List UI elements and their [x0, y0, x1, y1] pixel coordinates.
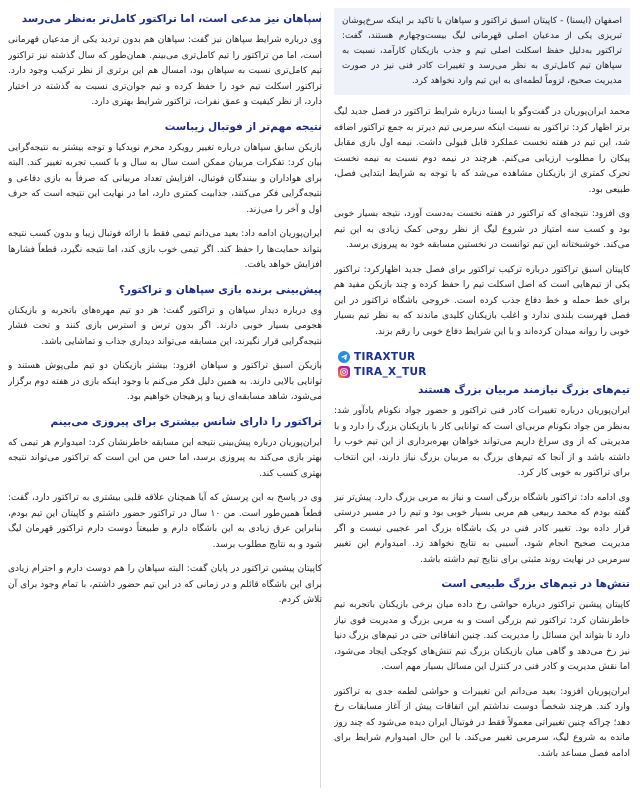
section-heading: تراکتور را دارای شانس بیشتری برای پیروزی می‌بینم	[50, 415, 322, 428]
lead-quote-box	[334, 8, 630, 95]
paragraph: ایران‌پوریان درباره پیش‌بینی نتیجه این مسابقه خاطرنشان کرد: امیدوارم هر تیمی که بهتر بازی می‌کند به پیروزی برسد، اما حس من این است که تراکتور می‌تواند نتیجه بهتری کسب کند.	[8, 437, 322, 479]
paragraph: وی ادامه داد: تراکتور باشگاه بزرگی است و نیاز به مربی بزرگ دارد. پیش‌تر نیز گفته بودم که محمد ربیعی هم مربی بسیار خوبی بود و تیم را در مسیر درستی قرار داده بود. تغییر کادر فنی در یک باشگاه بزرگ امر عجیبی نیست و اگر مدیریت صحیح انجام شود، آسیبی به نتایج نخواهد زد. امیدوارم این تغییر سرمربی در نهایت روند مثبتی برای نتایج تیم داشته باشد.	[334, 492, 630, 565]
instagram-handle-text: TIRA_X_TUR	[354, 365, 427, 378]
section-heading: نتیجه مهم‌تر از فوتبال زیباست	[164, 120, 322, 133]
instagram-icon	[338, 366, 350, 378]
paragraph: وی درباره دیدار سپاهان و تراکتور گفت: هر دو تیم مهره‌های باتجربه و بازیکنان هجومی بسیار خوبی دارند. اگر بدون ترس و استرس بازی کنند و تحت فشار نتیجه‌گرایی قرار نگیرند، این مسابقه می‌تواند دیداری جذاب و تماشایی باشد.	[8, 305, 322, 347]
paragraph: وی در پاسخ به این پرسش که آیا همچنان علاقه قلبی بیشتری به تراکتور دارد، گفت: قطعاً همین‌طور است. من ۱۰ سال در تراکتور حضور داشتم و کاپیتان این تیم بودم، بنابراین عرق زیادی به این باشگاه دارم و طبیعتاً دوست دارم تراکتور قهرمان لیگ شود و به نتایج مطلوب برسد.	[8, 493, 322, 550]
left-column	[8, 8, 322, 792]
section-heading: پیش‌بینی برنده بازی سپاهان و تراکتور؟	[118, 283, 322, 296]
right-column	[334, 8, 630, 792]
paragraph: محمد ایران‌پوریان در گفت‌وگو با ایسنا درباره شرایط تراکتور در فصل جدید لیگ برتر اظهار کرد: تراکتور به نسبت اینکه سرمربی تیم دیرتر به جمع تراکتور اضافه شد، این تیم در هفته نخست عملکرد قابل قبولی داشت. نیمه اول بازی مقابل پیکان را مطلوب ارزیابی می‌کنم. هرچند در نیمه دوم نسبت به نیمه نخست تحرک کمتری از بازیکنان مشاهده می‌شد که با توجه به شرایط ابتدایی فصل، طبیعی بود.	[334, 107, 630, 195]
telegram-handle-text: TIRAXTUR	[354, 350, 416, 363]
paragraph: ایران‌پوریان افزود: بعید می‌دانم این تغییرات و حواشی لطمه جدی به تراکتور وارد کند. هرچند شخصاً دوست نداشتم این اتفاقات پیش از آغاز مسابقات رخ دهد؛ چراکه چنین تغییراتی معمولاً فقط در فوتبال ایران دیده می‌شود که چند روز مانده به شروع لیگ، سرمربی تغییر می‌کند. با این حال امیدوارم شرایط برای ادامه فصل مساعد باشد.	[334, 686, 630, 759]
paragraph: ایران‌پوریان ادامه داد: بعید می‌دانم تیمی فقط با ارائه فوتبال زیبا و بدون کسب نتیجه بتواند حمایت‌ها را حفظ کند. اگر تیمی خوب بازی کند، اما نتیجه نگیرد، قطعاً فشارها افزایش خواهد یافت.	[8, 229, 322, 270]
paragraph: وی درباره شرایط سپاهان نیز گفت: سپاهان هم بدون تردید یکی از مدعیان قهرمانی است، اما من تراکتور را تیم کامل‌تری می‌بینم. همان‌طور که سال گذشته نیز تراکتور تیم کامل‌تری نسبت به سپاهان بود، امسال هم این برتری از نظر ترکیب وجود دارد. تراکتور اسکلت تیم خود را حفظ کرده و تیم جوان‌تری نسبت به گذشته در اختیار دارد، از نظر کیفیت و عمق نفرات، تراکتور شرایط بهتری دارد.	[8, 35, 322, 107]
paragraph: بازیکن سابق سپاهان درباره تغییر رویکرد محرم نویدکیا و توجه بیشتر به نتیجه‌گرایی بیان کرد: تفکرات مربیان ممکن است سال به سال و با کسب تجربه تغییر کند. البته برای هواداران و بینندگان فوتبال، افزایش تعداد مربیانی که صرفاً به بازی دفاعی و نتیجه‌گرایی فکر می‌کنند، جذابیت کمتری دارد، اما در نهایت این نتیجه است که حرف اول و آخر را می‌زند.	[8, 142, 322, 215]
paragraph: بازیکن اسبق تراکتور و سپاهان افزود: بیشتر بازیکنان دو تیم ملی‌پوش هستند و توانایی بالایی دارند. به همین دلیل فکر می‌کنم با وجود اینکه بازی در هفته دوم برگزار می‌شود، شاهد مسابقه‌ای زیبا و پرهیجان خواهیم بود.	[8, 361, 322, 402]
paragraph: کاپیتان پیشین تراکتور در پایان گفت: البته سپاهان را هم دوست دارم و احترام زیادی برای این باشگاه قائلم و در زمانی که در این تیم حضور داشتم، با تمام وجود برای آن تلاش کردم.	[8, 564, 322, 605]
paragraph: ایران‌پوریان درباره تغییرات کادر فنی تراکتور و حضور جواد نکونام یادآور شد: به‌نظر من جواد نکونام مربی‌ای است که توانایی کار با بازیکنان بزرگ را دارد و با مدیریتی که از وی سراغ داریم می‌تواند خواهان بهره‌برداری از این تیم خوب را داشته باشد و از آنجا که تیم‌های بزرگ به مربیان بزرگ نیاز دارند، این انتخاب برای تراکتور به خوبی کار کرد.	[334, 406, 630, 478]
paragraph: کاپیتان اسبق تراکتور درباره ترکیب تراکتور برای فصل جدید اظهارکرد: تراکتور یکی از تیم‌هایی است که اصل اسکلت تیم را حفظ کرده و چند بازیکن مفید هم برای خط حمله و خط دفاع جذب کرده است. خروجی باشگاه تراکتور در این فصل فهرست بلندی ندارد و اغلب بازیکنان کلیدی ماندند که به نظر تیم بسیار خوبی را روانه میدان کرده‌اند و با این شرایط دفاع خوبی را رقم بزند.	[334, 264, 630, 337]
instagram-handle	[338, 364, 630, 379]
section-heading: تنش‌ها در تیم‌های بزرگ طبیعی است	[441, 578, 630, 590]
channel-watermark	[338, 349, 630, 379]
lead-quote: اصفهان (ایسنا) - کاپیتان اسبق تراکتور و سپاهان با تاکید بر اینکه سرخ‌پوشان تبریزی یکی از مدعیان اصلی قهرمانی لیگ بیست‌وچهارم هستند، گفت: تراکتور به‌دلیل حفظ اسکلت اصلی تیم و جذب بازیکنان کارآمد، نسبت به سپاهان تیم کامل‌تری به نظر می‌رسد و تغییرات کادر فنی نیز در صورت مدیریت صحیح، لزوماً لطمه‌ای به این تیم وارد نخواهد کرد.	[342, 16, 622, 86]
telegram-icon	[338, 351, 350, 363]
paragraph: وی افزود: نتیجه‌ای که تراکتور در هفته نخست به‌دست آورد، نتیجه بسیار خوبی بود و کسب سه امتیاز در شروع لیگ از نظر روحی کمک زیادی به این تیم می‌کند. خوشبختانه این تیم توانست در نخستین مسابقه خود به پیروزی برسد.	[334, 209, 630, 250]
section-heading: سپاهان نیز مدعی است، اما تراکتور کامل‌تر به‌نظر می‌رسد	[21, 13, 322, 25]
paragraph: کاپیتان پیشین تراکتور درباره حواشی رخ داده میان برخی بازیکنان باتجربه تیم خاطرنشان کرد: تراکتور تیم بزرگی است و به مربی بزرگ و مدیریت قوی نیاز دارد تا بتواند این مسائل را مدیریت کند. چنین اتفاقاتی حتی در تیم‌های بزرگ دنیا نیز رخ می‌دهد و گاهی میان بازیکنان بزرگ تیم تنش‌های کوچکی ایجاد می‌شود، اما نقش مدیریت و کادر فنی در کنترل این مسائل بسیار مهم است.	[334, 600, 630, 672]
section-heading: تیم‌های بزرگ نیازمند مربیان بزرگ هستند	[418, 384, 630, 396]
telegram-handle	[338, 349, 630, 364]
